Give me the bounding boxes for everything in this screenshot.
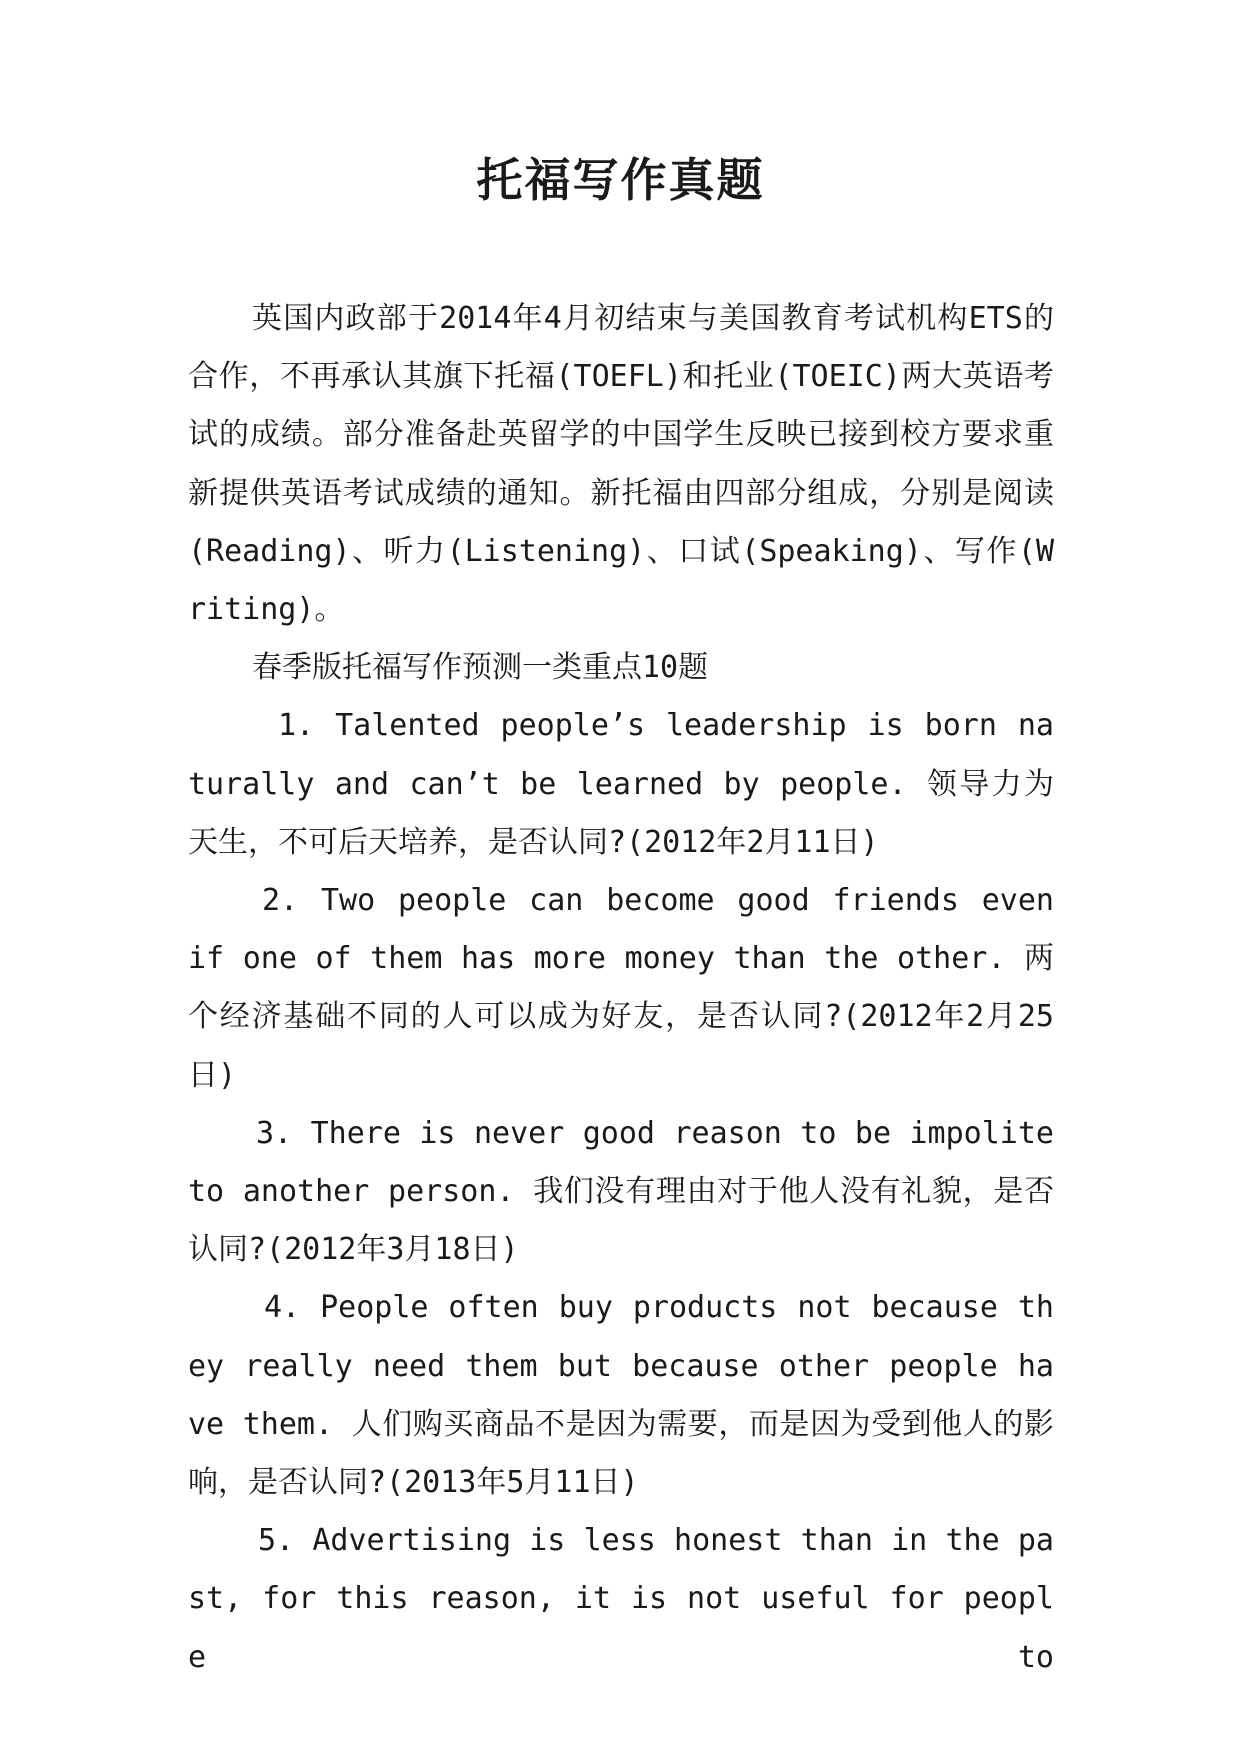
question-5: 5. Advertising is less honest than in the past, for this reason, it is not useful for people to [188,1523,1054,1675]
question-4: 4. People often buy products not because they really need them but because other people have them. 人们购买商品不是因为需要，而是因为受到他人的影响，是否认同?(2013年5月11日) [188,1290,1054,1501]
question-1: 1. Talented people’s leadership is born naturally and can’t be learned by people. 领导力为天生，不可后天培养，是否认同?(2012年2月11日) [188,708,1054,860]
document-body [188,290,1054,1687]
question-2: 2. Two people can become good friends even if one of them has more money than the other. 两个经济基础不同的人可以成为好友，是否认同?(2012年2月25日) [188,883,1054,1093]
question-3: 3. There is never good reason to be impolite to another person. 我们没有理由对于他人没有礼貌，是否认同?(2012年3月18日) [188,1115,1054,1268]
intro-paragraph: 英国内政部于2014年4月初结束与美国教育考试机构ETS的合作，不再承认其旗下托福(TOEFL)和托业(TOEIC)两大英语考试的成绩。部分准备赴英留学的中国学生反映已接到校方要求重新提供英语考试成绩的通知。新托福由四部分组成，分别是阅读(Reading)、听力(Listening)、口试(Speaking)、写作(Writing)。 [188,301,1054,628]
document-title: 托福写作真题 [476,153,765,207]
section-heading: 春季版托福写作预测一类重点10题 [252,650,709,686]
